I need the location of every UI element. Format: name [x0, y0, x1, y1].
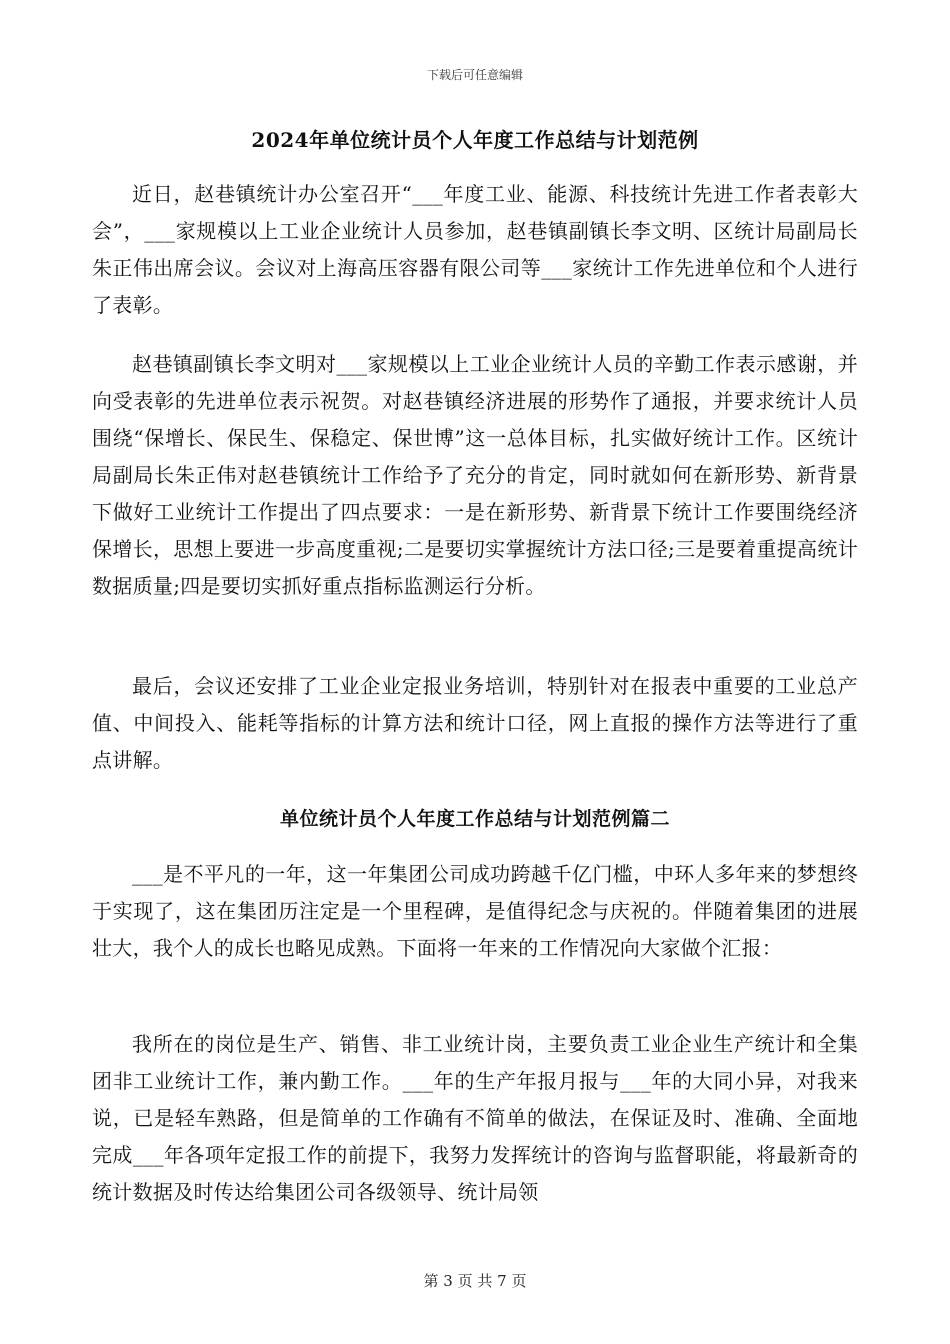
header-note: 下载后可任意编辑	[426, 68, 523, 82]
section-2-paragraph-2: 我所在的岗位是生产、销售、非工业统计岗，主要负责工业企业生产统计和全集团非工业统计工作，兼内勤工作。___年的生产年报月报与___年的大同小异，对我来说，已是轻车熟路，但是简单的工作确有不简单的做法，在保证及时、准确、全面地完成___年各项年定报工作的前提下，我努力发挥统计的咨询与监督职能，将最新奇的统计数据及时传达给集团公司各级领导、统计局领	[92, 1032, 858, 1204]
paragraph-2: 赵巷镇副镇长李文明对___家规模以上工业企业统计人员的辛勤工作表示感谢，并向受表彰的先进单位表示祝贺。对赵巷镇经济进展的形势作了通报，并要求统计人员围绕“保增长、保民生、保稳定、保世博”这一总体目标，扎实做好统计工作。区统计局副局长朱正伟对赵巷镇统计工作给予了充分的肯定，同时就如何在新形势、新背景下做好工业统计工作提出了四点要求：一是在新形势、新背景下统计工作要围绕经济保增长，思想上要进一步高度重视;二是要切实掌握统计方法口径;三是要着重提高统计数据质量;四是要切实抓好重点指标监测运行分析。	[92, 352, 858, 598]
document-title: 2024年单位统计员个人年度工作总结与计划范例	[251, 128, 699, 152]
section-2-paragraph-1: ___是不平凡的一年，这一年集团公司成功跨越千亿门槛，中环人多年来的梦想终于实现了，这在集团历注定是一个里程碑，是值得纪念与庆祝的。伴随着集团的进展壮大，我个人的成长也略见成熟。下面将一年来的工作情况向大家做个汇报：	[92, 862, 858, 960]
paragraph-1: 近日，赵巷镇统计办公室召开“___年度工业、能源、科技统计先进工作者表彰大会”，___家规模以上工业企业统计人员参加，赵巷镇副镇长李文明、区统计局副局长朱正伟出席会议。会议对上海高压容器有限公司等___家统计工作先进单位和个人进行了表彰。	[92, 182, 858, 317]
section-2-title: 单位统计员个人年度工作总结与计划范例篇二	[279, 808, 670, 830]
page-footer: 第 3 页 共 7 页	[423, 1272, 527, 1290]
paragraph-3: 最后，会议还安排了工业企业定报业务培训，特别针对在报表中重要的工业总产值、中间投入、能耗等指标的计算方法和统计口径，网上直报的操作方法等进行了重点讲解。	[92, 674, 858, 772]
